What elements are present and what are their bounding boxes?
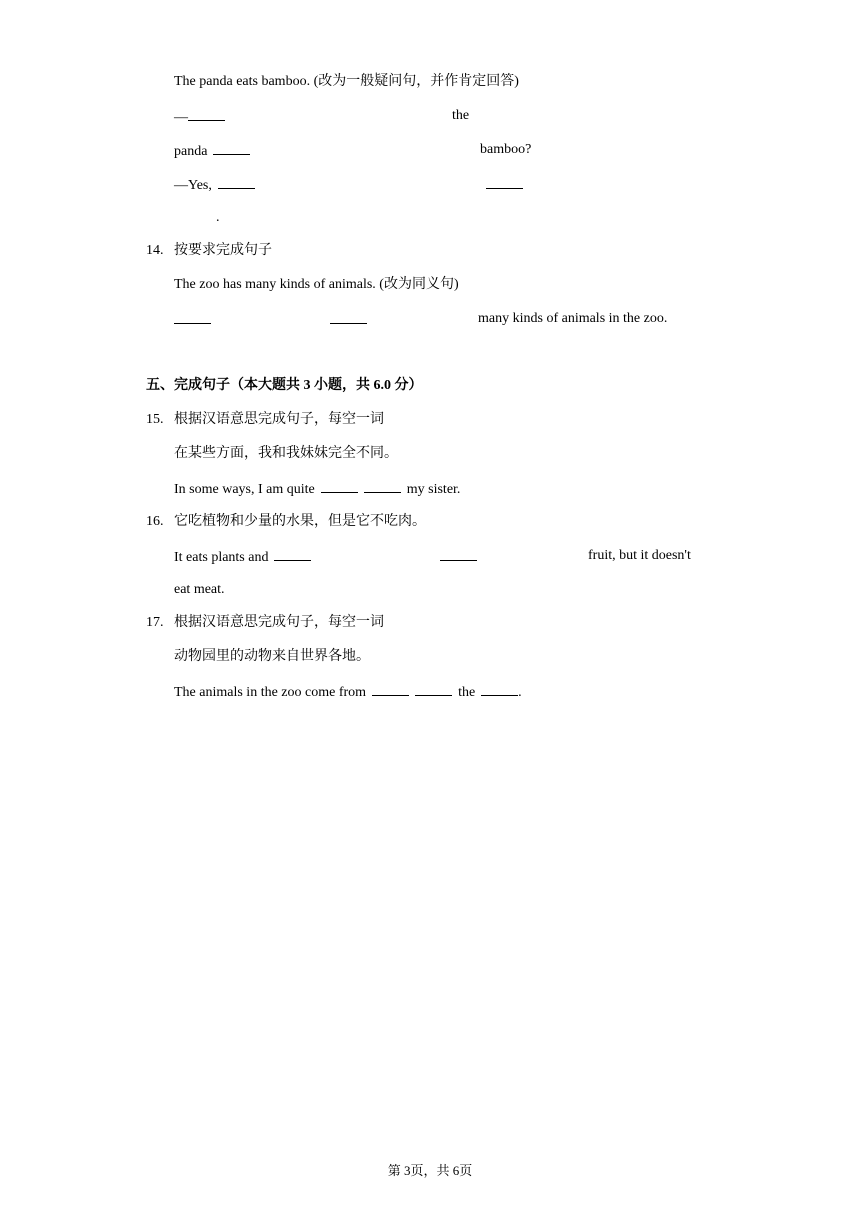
total-score: 6.0: [373, 378, 391, 393]
q17-title: 根据汉语意思完成句子，每空一词: [174, 615, 384, 630]
question-count: 3: [303, 378, 311, 393]
q15-number: 15.: [146, 412, 164, 427]
q14-number: 14.: [146, 243, 164, 258]
q16-number: 16.: [146, 514, 164, 529]
blank: [330, 310, 367, 324]
q14-blank-1: [174, 310, 211, 330]
blank: [213, 141, 250, 155]
q17-chinese: 动物园里的动物来自世界各地。: [174, 649, 370, 664]
q13-period: .: [216, 210, 220, 225]
q14-tail: many kinds of animals in the zoo.: [478, 311, 668, 326]
q14-blank-2: [330, 310, 367, 330]
q16-sentence-start: It eats plants and: [174, 547, 311, 567]
blank: [440, 547, 477, 561]
blank: [274, 547, 311, 561]
q13-answer-line-1: [174, 107, 225, 127]
q13-answer-line-3: [174, 175, 255, 195]
blank: [364, 479, 401, 493]
word-yes: —Yes,: [174, 178, 212, 193]
q14-instruction: The zoo has many kinds of animals. (改为同义句): [174, 277, 459, 292]
q17-number: 17.: [146, 615, 164, 630]
q16-sentence-mid: fruit, but it doesn't: [588, 548, 691, 563]
q15-sentence: In some ways, I am quite my sister.: [174, 479, 460, 499]
blank: [486, 175, 523, 189]
section-heading: 五、完成句子（本大题共 3 小题，共 6.0 分）: [146, 378, 423, 393]
q13-instruction: The panda eats bamboo. (改为一般疑问句，并作肯定回答): [174, 74, 519, 89]
q13-answer-line-2: [174, 141, 250, 161]
blank: [174, 310, 211, 324]
q15-chinese: 在某些方面，我和我妹妹完全不同。: [174, 446, 398, 461]
q13-word-the: the: [452, 108, 470, 123]
dash: —: [174, 110, 188, 125]
q13-word-bamboo: bamboo?: [480, 142, 532, 157]
blank: [321, 479, 358, 493]
q14-title: 按要求完成句子: [174, 243, 272, 258]
q16-blank-2: [440, 547, 477, 567]
q16-sentence-end: eat meat.: [174, 582, 225, 597]
page-footer: 第 3页，共 6页: [387, 1163, 473, 1178]
blank: [218, 175, 255, 189]
q15-title: 根据汉语意思完成句子，每空一词: [174, 412, 384, 427]
q16-title: 它吃植物和少量的水果，但是它不吃肉。: [174, 514, 426, 529]
blank: [481, 682, 518, 696]
q13-blank-right: [486, 175, 523, 195]
blank: [415, 682, 452, 696]
q17-sentence: The animals in the zoo come from the .: [174, 682, 522, 702]
blank: [188, 107, 225, 121]
blank: [372, 682, 409, 696]
word-panda: panda: [174, 144, 208, 159]
